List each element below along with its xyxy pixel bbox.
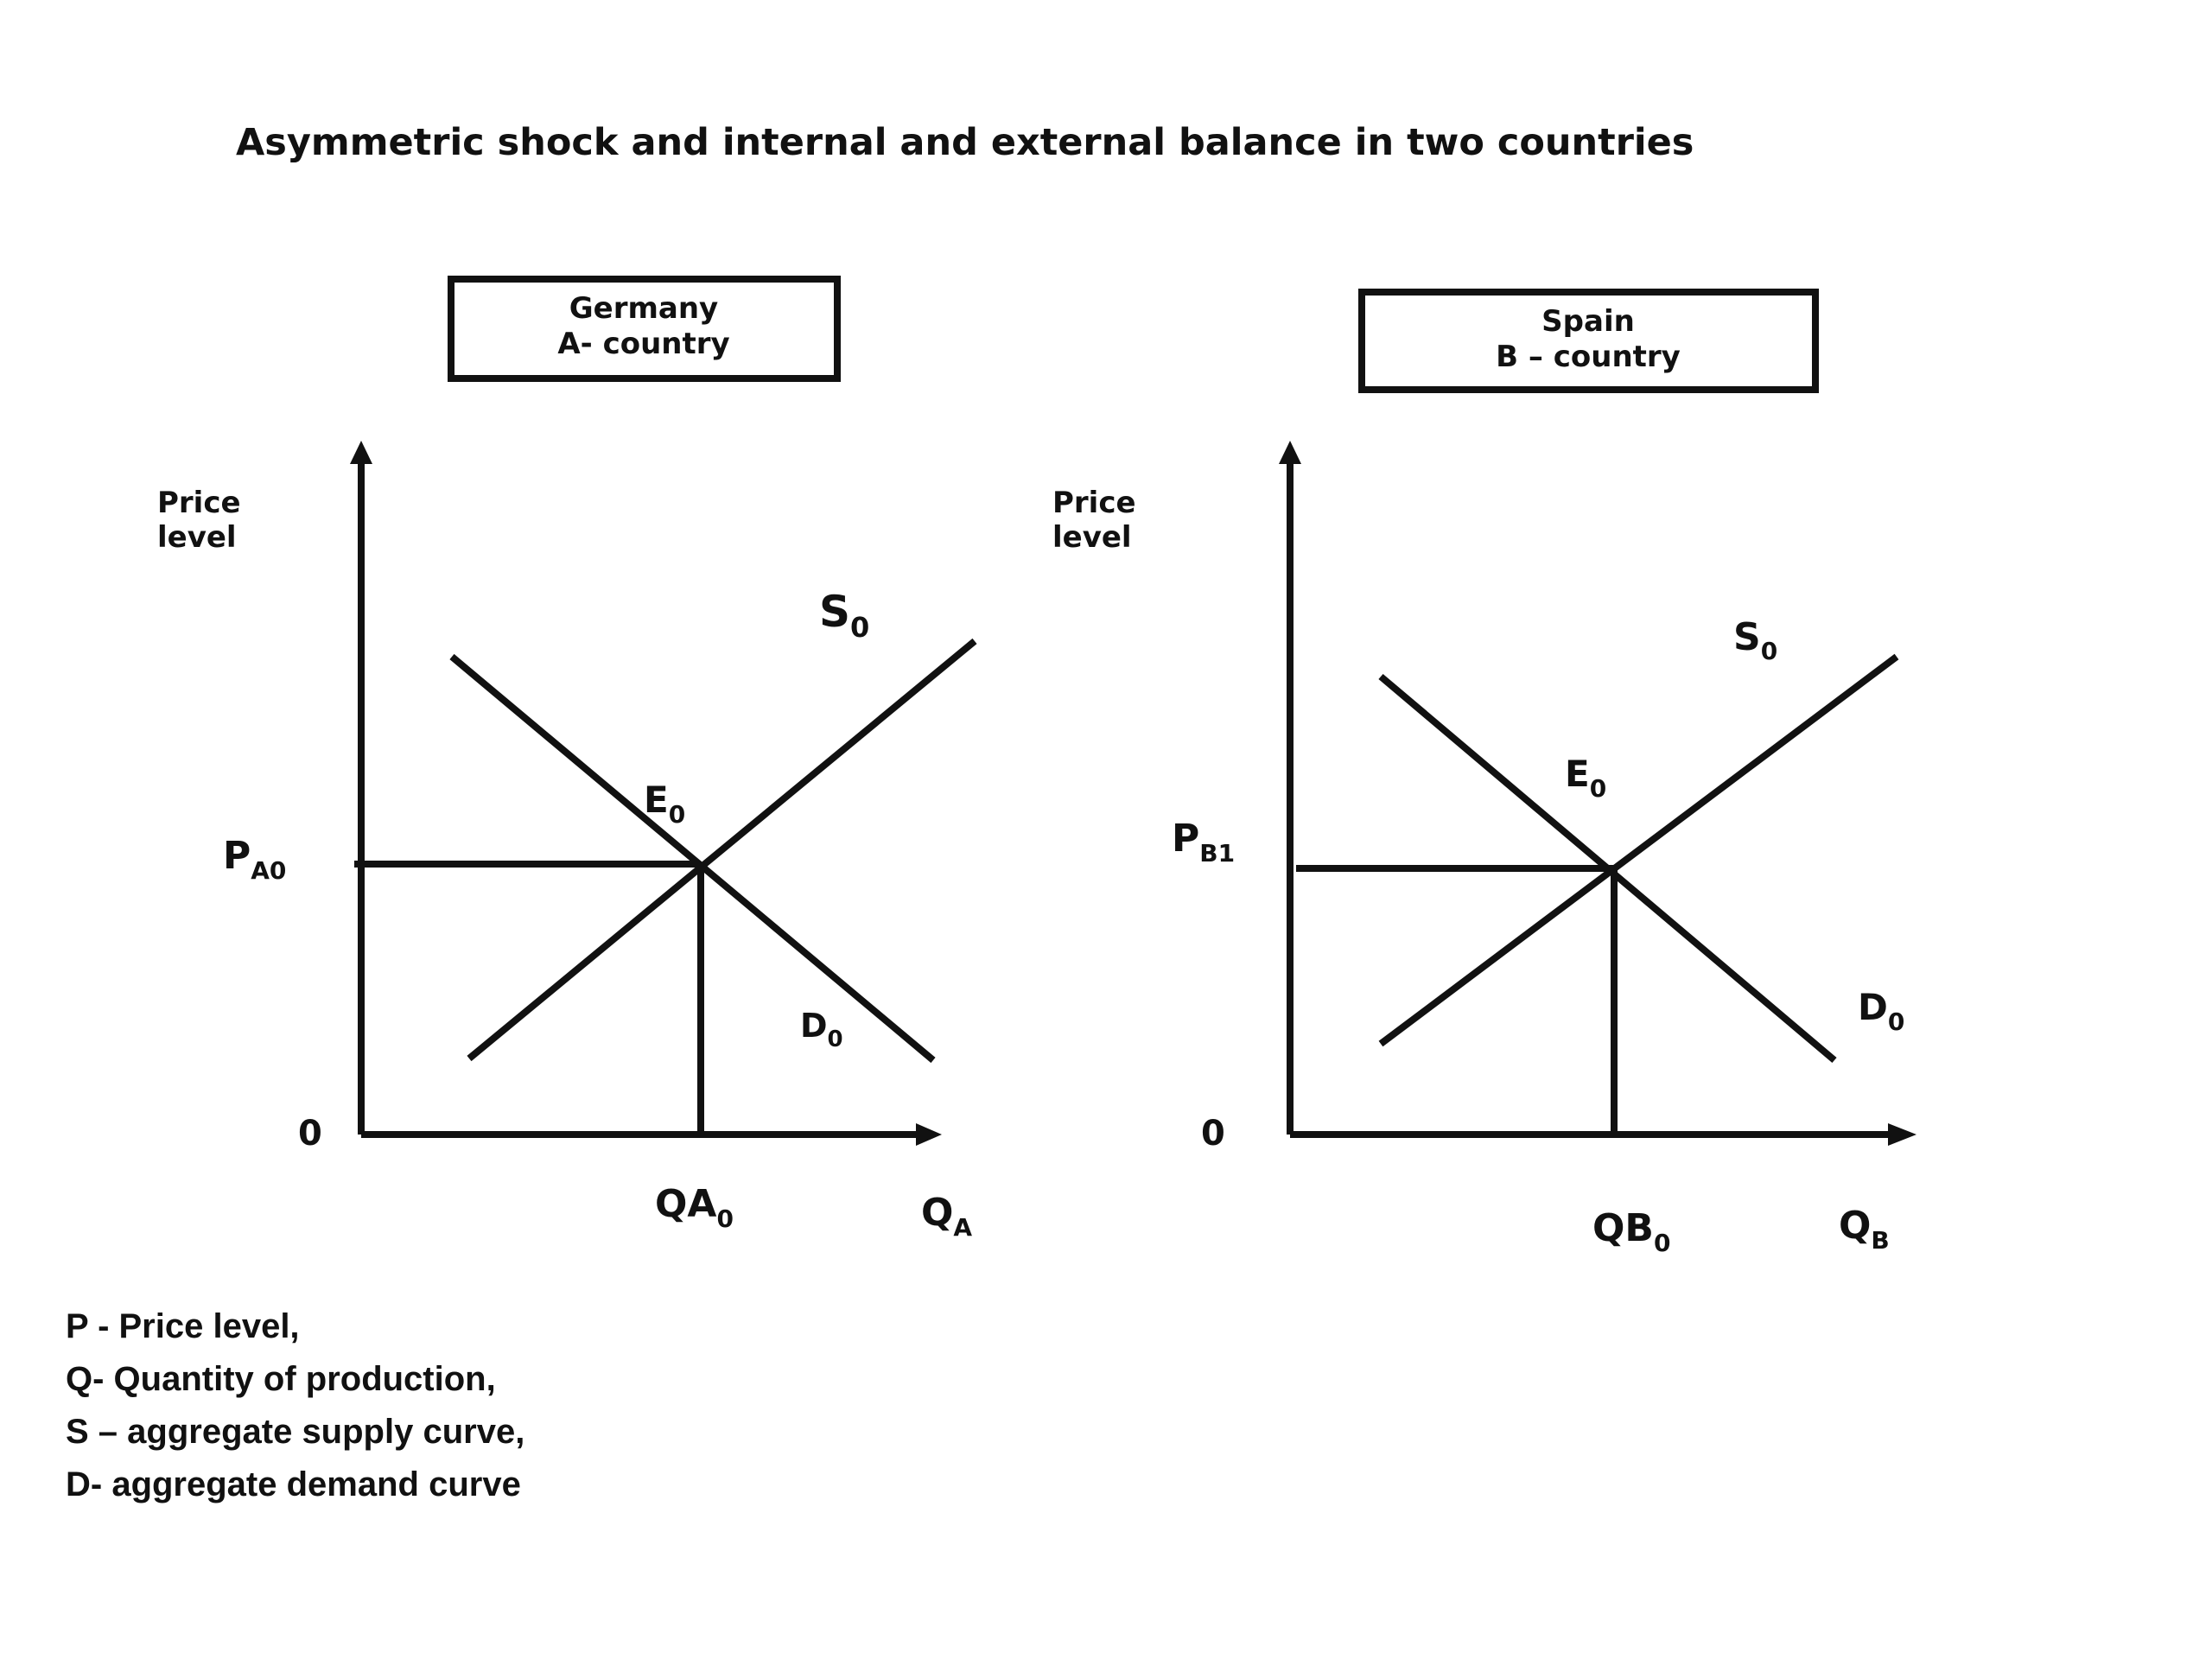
origin-label-spain: 0 <box>1201 1114 1225 1154</box>
country-type-spain: B – country <box>1496 340 1681 374</box>
country-name-germany: Germany <box>569 291 719 326</box>
demand-label-germany: $D_0$ <box>800 1007 843 1052</box>
y-axis-label-line2-spain: level <box>1052 520 1132 555</box>
x-axis-arrow-spain <box>1888 1123 1916 1146</box>
quantity-label-germany: $QA_0$ <box>655 1182 734 1233</box>
demand-curve-germany <box>452 657 933 1060</box>
demand-label-spain: $D_0$ <box>1858 986 1905 1036</box>
panel-germany <box>157 279 975 1242</box>
supply-label-germany: $S_0$ <box>819 587 870 644</box>
supply-label-spain: $S_0$ <box>1733 615 1778 665</box>
price-label-spain: $P_{B1}$ <box>1172 817 1236 868</box>
y-axis-label-line1-spain: Price <box>1052 486 1136 520</box>
x-axis-label-spain: $Q_B$ <box>1839 1204 1890 1255</box>
supply-curve-spain <box>1381 657 1897 1044</box>
y-axis-arrow-germany <box>350 441 372 464</box>
supply-curve-germany <box>469 641 975 1058</box>
legend-item-quantity: Q- Quantity of production, <box>66 1360 496 1398</box>
y-axis-label-line2-germany: level <box>157 520 237 555</box>
equilibrium-label-spain: $E_0$ <box>1565 753 1607 803</box>
origin-label-germany: 0 <box>298 1114 322 1154</box>
y-axis-label-line1-germany: Price <box>157 486 241 520</box>
legend-item-supply: S – aggregate supply curve, <box>66 1413 525 1451</box>
equilibrium-label-germany: $E_0$ <box>644 779 686 829</box>
quantity-label-spain: $QB_0$ <box>1592 1206 1671 1257</box>
page-title: Asymmetric shock and internal and external balance in two countries <box>236 121 1694 164</box>
legend-item-price: P - Price level, <box>66 1307 300 1345</box>
panel-spain <box>1052 292 1916 1257</box>
price-label-germany: $P_{A0}$ <box>223 834 287 885</box>
x-axis-arrow-germany <box>916 1123 942 1146</box>
country-type-germany: A- country <box>557 327 730 361</box>
legend <box>66 1300 524 1511</box>
y-axis-arrow-spain <box>1279 441 1301 464</box>
x-axis-label-germany: $Q_A$ <box>921 1191 973 1242</box>
country-name-spain: Spain <box>1541 304 1635 339</box>
legend-item-demand: D- aggregate demand curve <box>66 1465 521 1503</box>
